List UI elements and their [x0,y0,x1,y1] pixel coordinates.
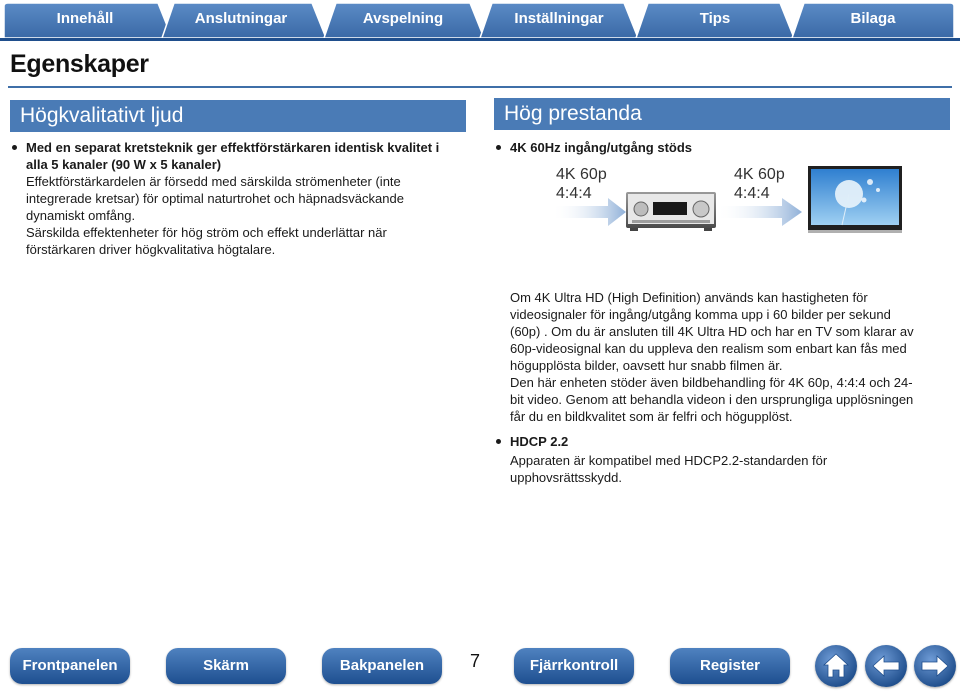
right-paragraph [510,289,946,425]
forward-button[interactable] [914,645,956,687]
para-line-3: (60p) . Om du är ansluten till 4K Ultra HD och har en TV som klarar av [510,324,914,339]
section-header-high-performance: Hög prestanda [494,98,950,130]
left-bullet-title: Med en separat kretsteknik ger effektförstärkaren identisk kvalitet i alla 5 kanaler (90 W x 5 kanaler) [26,140,440,172]
input-label-line-2: 4:4:4 [556,185,592,202]
tab-innehall[interactable]: Innehåll [56,10,114,27]
register-button[interactable]: Register [670,648,790,684]
av-receiver-image [626,192,716,231]
output-label-line-1: 4K 60p [734,166,785,183]
hdcp-line-2: upphovsrättsskydd. [510,470,623,485]
left-line-3: dynamiskt omfång. [26,208,136,223]
tab-anslutningar[interactable]: Anslutningar [194,10,288,27]
para-line-1: Om 4K Ultra HD (High Definition) används kan hastigheten för [510,290,868,305]
title-rule [8,86,952,88]
para-line-2: videosignaler för ingång/utgång komma upp i 60 bilder per sekund [510,307,891,322]
left-line-5: förstärkaren driver högkvalitativa högtalare. [26,242,276,257]
section-header-high-quality-sound: Högkvalitativt ljud [10,100,466,132]
left-line-1: Effektförstärkardelen är försedd med särskilda strömenheter (inte [26,174,401,189]
right-bullet-2 [494,433,944,486]
diagram-graphics [552,160,904,238]
hdcp-bullet [494,433,944,486]
frontpanelen-button[interactable]: Frontpanelen [10,648,130,684]
page-title: Egenskaper [10,50,149,78]
signal-diagram [552,160,904,238]
back-button[interactable] [865,645,907,687]
tv-image [808,166,902,233]
fjarrkontroll-button[interactable]: Fjärrkontroll [514,648,634,684]
para-line-5: högupplösta bilder, oavsett hur snabb filmen är. [510,358,783,373]
tab-bilaga[interactable]: Bilaga [850,10,896,27]
tab-avspelning[interactable]: Avspelning [362,10,444,27]
output-arrow [716,198,802,226]
hdcp-title: HDCP 2.2 [510,434,569,449]
right-bullet-1 [494,139,944,156]
para-line-6: Den här enheten stöder även bildbehandling för 4K 60p, 4:4:4 och 24- [510,375,913,390]
skarm-button[interactable]: Skärm [166,648,286,684]
left-bullet [10,139,450,258]
right-bullet-1-title: 4K 60Hz ingång/utgång stöds [494,139,944,156]
tab-installningar[interactable]: Inställningar [514,10,604,27]
bakpanelen-button[interactable]: Bakpanelen [322,648,442,684]
hdcp-line-1: Apparaten är kompatibel med HDCP2.2-standarden för [510,453,828,468]
para-line-8: får du en bildkvalitet som är felfri och högupplöst. [510,409,793,424]
arrow-left-icon [865,645,907,687]
para-line-4: 60p-videosignal kan du uppleva den realism som enbart kan fås med [510,341,907,356]
top-navigation [0,0,960,42]
home-button[interactable] [815,645,857,687]
input-label-line-1: 4K 60p [556,166,607,183]
output-label-line-2: 4:4:4 [734,185,770,202]
tab-tips[interactable]: Tips [699,10,731,27]
arrow-right-icon [914,645,956,687]
left-section-body [10,139,450,258]
top-rule [0,38,960,41]
left-line-2: integrerade kretsar) för optimal naturtrohet och häpnadsväckande [26,191,404,206]
page-number: 7 [470,651,481,671]
left-line-4: Särskilda effektenheter för hög ström och effekt underlättar när [26,225,387,240]
input-arrow [552,198,626,226]
para-line-7: bit video. Genom att behandla videon i den ursprungliga upplösningen [510,392,914,407]
home-icon [815,645,857,687]
